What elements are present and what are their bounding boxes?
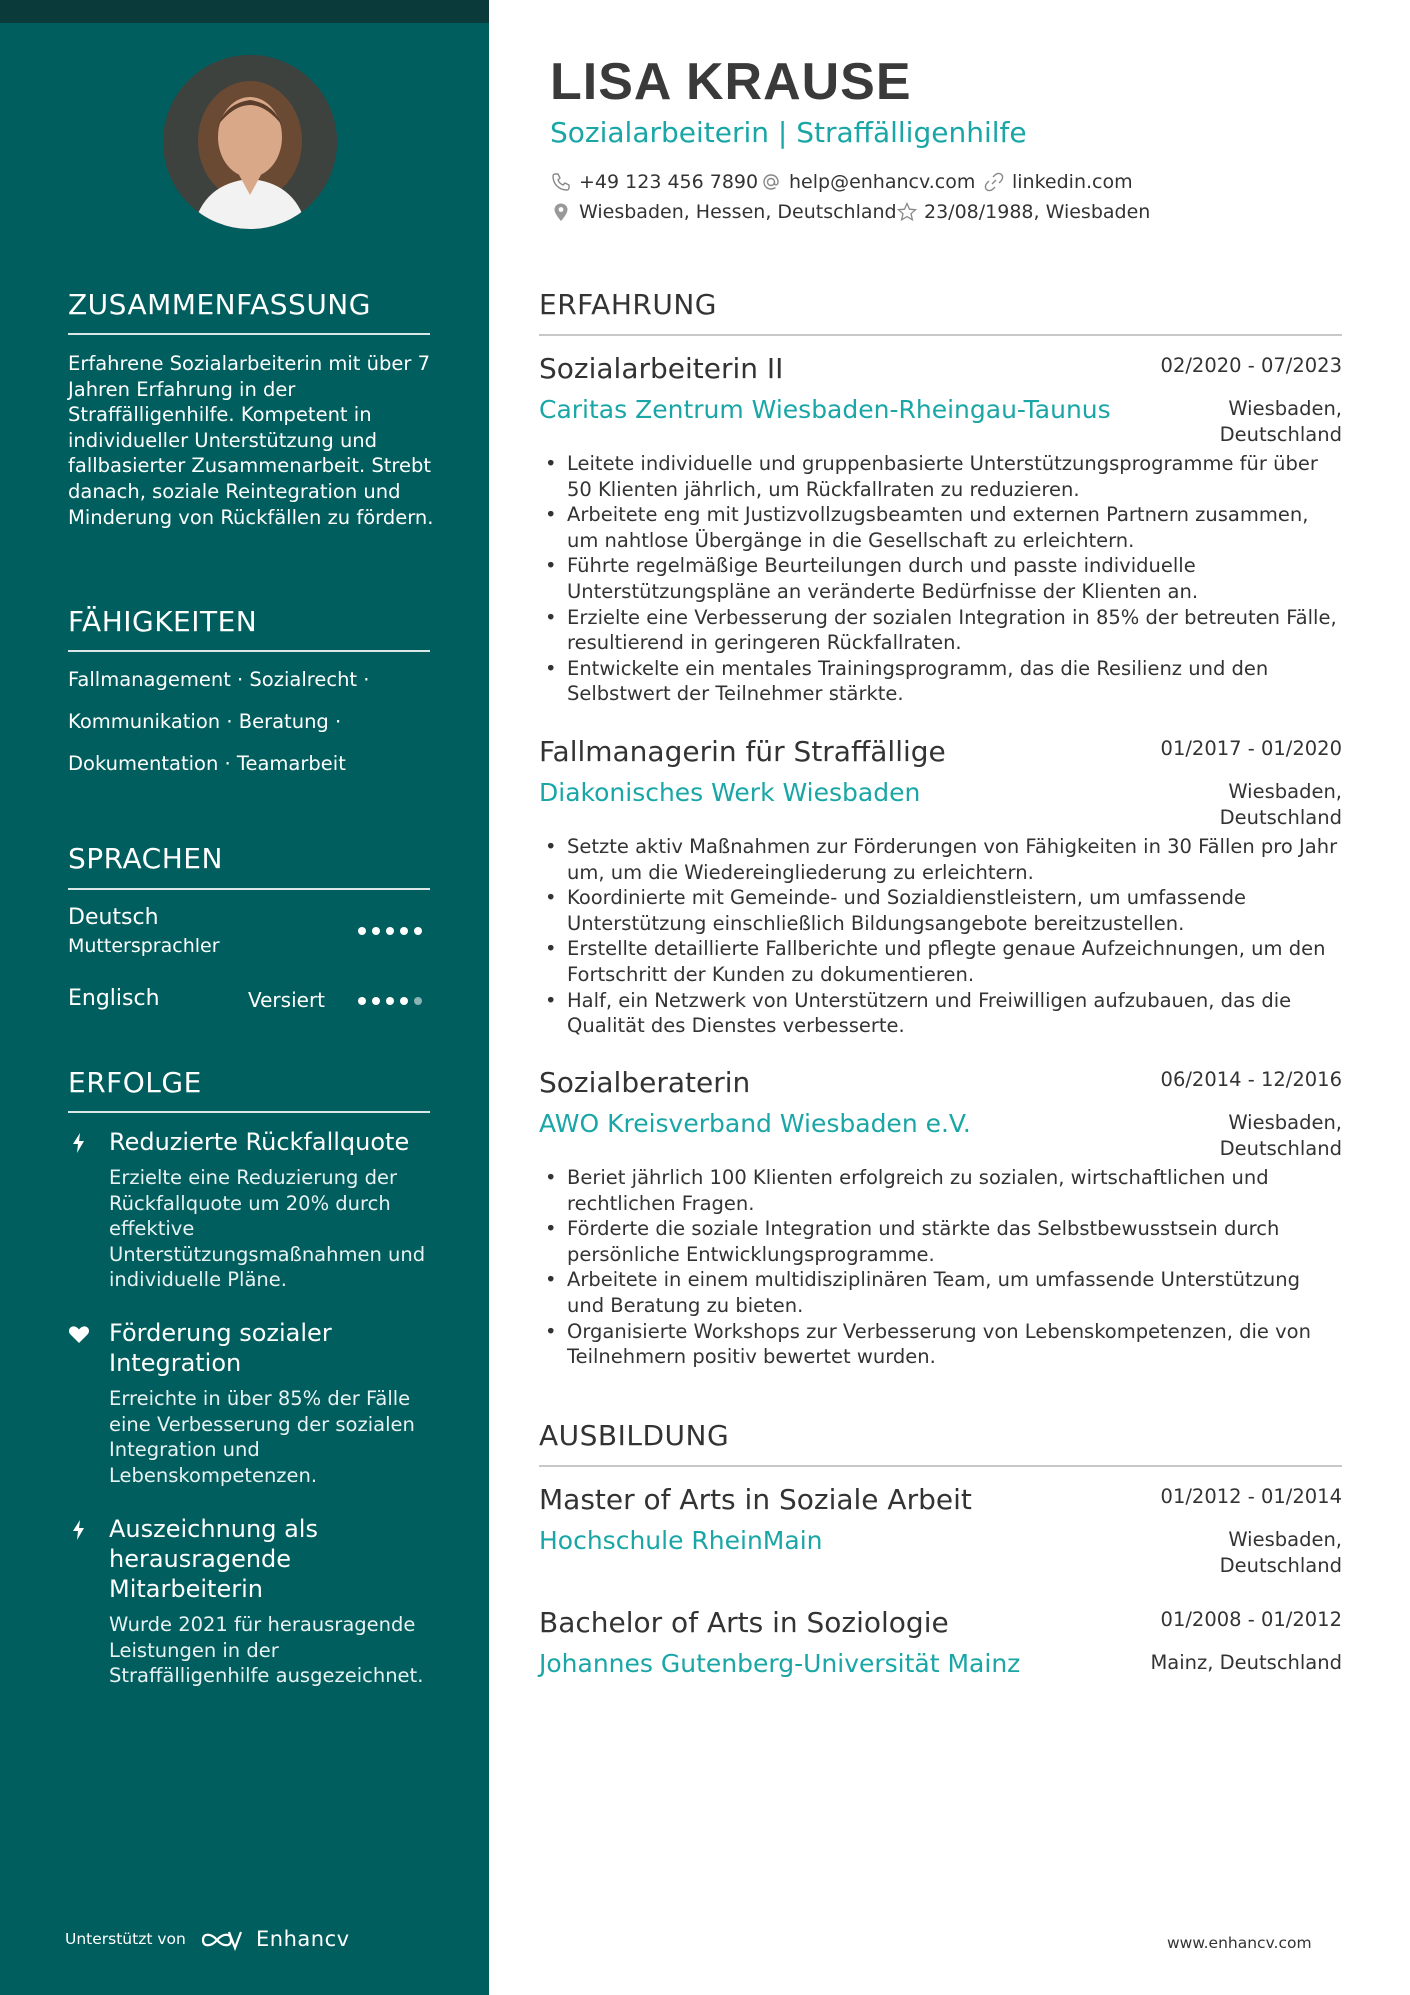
- bullet-item: • Organisierte Workshops zur Verbesserung von Lebenskompetenzen, die von Teilnehmern positiv bewertet wurden.: [539, 1319, 1339, 1370]
- languages-divider: [68, 888, 430, 890]
- bullet-item: • Beriet jährlich 100 Klienten erfolgreich zu sozialen, wirtschaftlichen und rechtlichen Fragen.: [539, 1165, 1339, 1216]
- summary-title: ZUSAMMENFASSUNG: [68, 288, 371, 321]
- job-bullets: [539, 834, 1339, 1039]
- sidebar-top-bar: [0, 0, 489, 23]
- proficiency-dot: [414, 927, 422, 935]
- job-bullets: [539, 1165, 1339, 1370]
- language-level: Muttersprachler: [68, 935, 220, 957]
- sidebar: [0, 0, 489, 1995]
- job-title: Sozialarbeiterin II: [539, 352, 784, 385]
- enhancv-brand[interactable]: Enhancv: [256, 1927, 350, 1951]
- education-title: AUSBILDUNG: [539, 1419, 730, 1452]
- experience-divider: [539, 334, 1342, 336]
- degree-date: 01/2012 - 01/2014: [1160, 1485, 1342, 1508]
- bullet-item: • Erstellte detaillierte Fallberichte und pflegte genaue Aufzeichnungen, um den Fortschritt der Kunden zu dokumentieren.: [539, 936, 1339, 987]
- bullet-item: • Führte regelmäßige Beurteilungen durch und passte individuelle Unterstützungspläne an veränderte Bedürfnisse der Klienten an.: [539, 553, 1339, 604]
- bullet-item: • Koordinierte mit Gemeinde- und Sozialdienstleistern, um umfassende Unterstützung einschließlich Bildungsangebote bereitzustellen.: [539, 885, 1339, 936]
- summary-text: Erfahrene Sozialarbeiterin mit über 7 Jahren Erfahrung in der Straffälligenhilfe. Kompetent in individueller Unterstützung und fallbasierter Zusammenarbeit. Strebt danach, soziale Reintegration und Minderung von Rückfällen zu fördern.: [68, 352, 434, 529]
- languages-title: SPRACHEN: [68, 842, 223, 875]
- job-date: 02/2020 - 07/2023: [1160, 354, 1342, 377]
- job-title: Sozialberaterin: [539, 1066, 751, 1099]
- bolt-icon: [67, 1518, 91, 1542]
- job-location: Wiesbaden, Deutschland: [1219, 780, 1342, 829]
- proficiency-dot: [386, 997, 394, 1005]
- skills-line: Dokumentation · Teamarbeit: [68, 752, 346, 775]
- proficiency-dot: [386, 927, 394, 935]
- bullet-item: • Arbeitete eng mit Justizvollzugsbeamten und externen Partnern zusammen, um nahtlose Übergänge in die Gesellschaft zu erleichtern.: [539, 502, 1339, 553]
- proficiency-dot: [372, 927, 380, 935]
- skills-line: Kommunikation · Beratung ·: [68, 710, 342, 733]
- language-level: Versiert: [248, 988, 326, 1012]
- at-sign-icon: [761, 172, 781, 192]
- birth-info: 23/08/1988, Wiesbaden: [924, 201, 1151, 223]
- phone-icon: [551, 172, 571, 192]
- proficiency-dot: [372, 997, 380, 1005]
- bullet-item: • Setzte aktiv Maßnahmen zur Förderungen von Fähigkeiten in 30 Fällen pro Jahr um, um die Wiedereingliederung zu erleichtern.: [539, 834, 1339, 885]
- job-title: Fallmanagerin für Straffällige: [539, 735, 946, 768]
- school-location: Mainz, Deutschland: [1150, 1651, 1342, 1674]
- degree-title: Bachelor of Arts in Soziologie: [539, 1606, 949, 1639]
- job-date: 01/2017 - 01/2020: [1160, 737, 1342, 760]
- achievements-divider: [68, 1111, 430, 1113]
- candidate-name: LISA KRAUSE: [550, 53, 912, 111]
- footer-url[interactable]: www.enhancv.com: [1167, 1934, 1312, 1952]
- email-link[interactable]: help@enhancv.com: [789, 171, 976, 193]
- bullet-item: • Arbeitete in einem multidisziplinären Team, um umfassende Unterstützung und Beratung zu bieten.: [539, 1267, 1339, 1318]
- location-text: Wiesbaden, Hessen, Deutschland: [579, 201, 897, 223]
- skills-title: FÄHIGKEITEN: [68, 605, 258, 638]
- achievement-desc: Erzielte eine Reduzierung der Rückfallquote um 20% durch effektive Unterstützungsmaßnahmen und individuelle Pläne.: [109, 1166, 426, 1292]
- proficiency-dot: [358, 927, 366, 935]
- bullet-item: • Entwickelte ein mentales Trainingsprogramm, das die Resilienz und den Selbstwert der Teilnehmer stärkte.: [539, 656, 1339, 707]
- candidate-subtitle: Sozialarbeiterin | Straffälligenhilfe: [550, 116, 1027, 149]
- experience-title: ERFAHRUNG: [539, 288, 717, 321]
- profile-photo: [163, 55, 337, 229]
- company-name[interactable]: AWO Kreisverband Wiesbaden e.V.: [539, 1109, 971, 1138]
- achievement-title: Reduzierte Rückfallquote: [109, 1128, 410, 1156]
- linkedin-link[interactable]: linkedin.com: [1012, 171, 1133, 193]
- bullet-item: • Förderte die soziale Integration und stärkte das Selbstbewusstsein durch persönliche Entwicklungsprogramme.: [539, 1216, 1339, 1267]
- job-date: 06/2014 - 12/2016: [1160, 1068, 1342, 1091]
- star-icon: [897, 202, 917, 222]
- degree-title: Master of Arts in Soziale Arbeit: [539, 1483, 972, 1516]
- job-location: Wiesbaden, Deutschland: [1219, 397, 1342, 446]
- language-proficiency-dots: [358, 997, 422, 1005]
- education-divider: [539, 1465, 1342, 1467]
- skills-divider: [68, 650, 430, 652]
- language-proficiency-dots: [358, 927, 422, 935]
- company-name[interactable]: Caritas Zentrum Wiesbaden-Rheingau-Taunus: [539, 395, 1111, 424]
- bullet-item: • Erzielte eine Verbesserung der sozialen Integration in 85% der betreuten Fälle, resultierend in geringeren Rückfallraten.: [539, 605, 1339, 656]
- school-location: Wiesbaden, Deutschland: [1219, 1528, 1342, 1577]
- proficiency-dot: [400, 927, 408, 935]
- degree-date: 01/2008 - 01/2012: [1160, 1608, 1342, 1631]
- skills-line: Fallmanagement · Sozialrecht ·: [68, 668, 370, 691]
- proficiency-dot: [358, 997, 366, 1005]
- language-name: Englisch: [68, 986, 160, 1011]
- bullet-item: • Half, ein Netzwerk von Unterstützern und Freiwilligen aufzubauen, das die Qualität des Dienstes verbesserte.: [539, 988, 1339, 1039]
- achievement-title: Förderung sozialer Integration: [109, 1319, 332, 1377]
- proficiency-dot-empty: [414, 997, 422, 1005]
- school-name[interactable]: Johannes Gutenberg-Universität Mainz: [539, 1649, 1021, 1678]
- location-pin-icon: [551, 202, 571, 222]
- phone-number[interactable]: +49 123 456 7890: [579, 171, 759, 193]
- achievement-desc: Erreichte in über 85% der Fälle eine Verbesserung der sozialen Integration und Lebenskompetenzen.: [109, 1387, 415, 1487]
- job-bullets: [539, 451, 1339, 707]
- powered-by-label: Unterstützt von: [65, 1930, 186, 1948]
- heart-icon: [67, 1322, 91, 1346]
- bolt-icon: [67, 1131, 91, 1155]
- school-name[interactable]: Hochschule RheinMain: [539, 1526, 823, 1555]
- achievements-title: ERFOLGE: [68, 1066, 202, 1099]
- bullet-item: • Leitete individuelle und gruppenbasierte Unterstützungsprogramme für über 50 Klienten jährlich, um Rückfallraten zu reduzieren.: [539, 451, 1339, 502]
- link-icon: [984, 172, 1004, 192]
- company-name[interactable]: Diakonisches Werk Wiesbaden: [539, 778, 921, 807]
- summary-divider: [68, 333, 430, 335]
- achievement-desc: Wurde 2021 für herausragende Leistungen in der Straffälligenhilfe ausgezeichnet.: [109, 1613, 424, 1688]
- proficiency-dot: [400, 997, 408, 1005]
- job-location: Wiesbaden, Deutschland: [1219, 1111, 1342, 1160]
- language-name: Deutsch: [68, 905, 159, 930]
- enhancv-logo-icon: [199, 1928, 245, 1952]
- achievement-title: Auszeichnung als herausragende Mitarbeiterin: [109, 1515, 318, 1603]
